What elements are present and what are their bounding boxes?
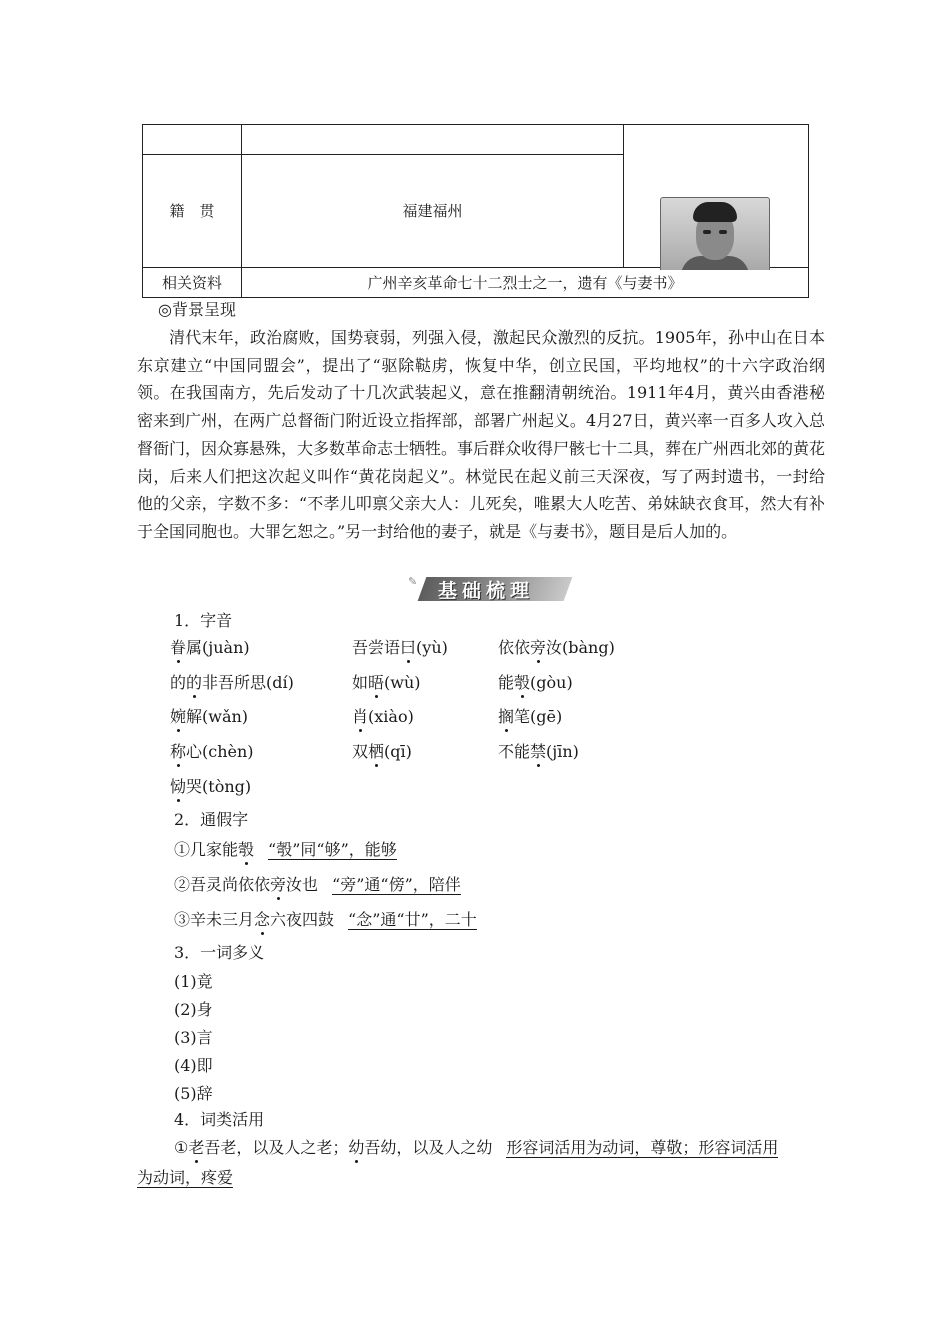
pronunciation-item: 恸哭(tòng): [170, 777, 252, 796]
section2-title: 2．通假字: [174, 810, 249, 829]
section3-title: 3．一词多义: [174, 943, 265, 962]
dotted-char: 晤: [368, 673, 385, 692]
pronunciation-item: 搁笔(gē): [498, 707, 563, 726]
pencil-icon: ✎: [408, 575, 418, 588]
dotted-char: 栖: [368, 742, 385, 761]
answer-text: “彀”同“够”，能够: [268, 840, 397, 859]
portrait-photo: [660, 197, 770, 270]
polysemy-item: (5)辞: [174, 1084, 213, 1103]
profile-row1-label: [143, 125, 242, 155]
item-number: ①: [174, 1138, 189, 1157]
dotted-char: 曰: [400, 638, 417, 657]
polysemy-item: (1)竟: [174, 972, 213, 991]
banner-title: 基础梳理: [438, 580, 535, 602]
pronunciation-item: 不能禁(jīn): [498, 742, 579, 761]
answer-text: “旁”通“傍”，陪伴: [332, 875, 461, 894]
dotted-char: 彀: [514, 673, 531, 692]
section1-title: 1．字音: [174, 611, 233, 630]
dotted-char: 的: [186, 673, 203, 692]
background-heading: ◎背景呈现: [158, 300, 236, 319]
native-place-value: 福建福州: [242, 155, 624, 268]
pronunciation-item: 吾尝语曰(yù): [352, 638, 448, 657]
pronunciation-item: 婉解(wǎn): [170, 707, 249, 726]
dotted-char: 肖: [352, 707, 369, 726]
dotted-char: 幼: [348, 1138, 365, 1157]
word-class-item-1: [174, 1138, 778, 1158]
pronunciation-item: 双栖(qī): [352, 742, 412, 761]
word-class-item-1-cont: [137, 1168, 233, 1188]
dotted-char: 称: [170, 742, 187, 761]
polysemy-item: (3)言: [174, 1028, 213, 1047]
background-paragraph: 清代末年，政治腐败，国势衰弱，列强入侵，激起民众激烈的反抗。1905年，孙中山在日本东京建立“中国同盟会”，提出了“驱除鞑虏，恢复中华，创立民国，平均地权”的十六字政治纲领。在我国南方，先后发动了十几次武装起义，意在推翻清朝统治。1911年4月，黄兴由香港秘密来到广州，在两广总督衙门附近设立指挥部，部署广州起义。4月27日，黄兴率一百多人攻入总督衙门，因众寡悬殊，大多数革命志士牺牲。事后群众收得尸骸七十二具，葬在广州西北郊的黄花岗，后来人们把这次起义叫作“黄花岗起义”。林觉民在起义前三天深夜，写了两封遗书，一封给他的父亲，字数不多：“不孝儿叩禀父亲大人：儿死矣，唯累大人吃苦、弟妹缺衣食耳，然大有补于全国同胞也。大罪乞恕之。”另一封给他的妻子，就是《与妻书》，题目是后人加的。: [137, 328, 826, 541]
dotted-char: 恸: [170, 777, 187, 796]
section4-title: 4．词类活用: [174, 1110, 265, 1129]
pronunciation-item: 能彀(gòu): [498, 673, 573, 692]
answer-text: “念”通“廿”，二十: [348, 910, 477, 929]
tongjia-item: ③辛未三月念六夜四鼓 “念”通“廿”，二十: [174, 910, 477, 929]
pronunciation-item: 肖(xiào): [352, 707, 414, 726]
pronunciation-item: 眷属(juàn): [170, 638, 250, 657]
answer-text: 为动词，疼爱: [137, 1168, 234, 1187]
dotted-char: 彀: [238, 840, 255, 859]
polysemy-item: (4)即: [174, 1056, 213, 1075]
answer-text: 形容词活用为动词，尊敬；形容词活用: [506, 1138, 779, 1157]
dotted-char: 搁: [498, 707, 515, 726]
dotted-char: 禁: [530, 742, 547, 761]
pronunciation-item: 如晤(wù): [352, 673, 421, 692]
polysemy-item: (2)身: [174, 1000, 213, 1019]
pronunciation-item: 的的非吾所思(dí): [170, 673, 294, 692]
dotted-char: 老: [188, 1138, 205, 1157]
dotted-char: 念: [254, 910, 271, 929]
tongjia-item: ①几家能彀 “彀”同“够”，能够: [174, 840, 397, 859]
native-place-label: 籍 贯: [143, 155, 242, 268]
item-text: 吾幼，以及人之幼: [364, 1138, 493, 1157]
dotted-char: 眷: [170, 638, 187, 657]
dotted-char: 旁: [530, 638, 547, 657]
tongjia-item: ②吾灵尚依依旁汝也 “旁”通“傍”，陪伴: [174, 875, 461, 894]
pronunciation-item: 依依旁汝(bàng): [498, 638, 615, 657]
profile-table: [142, 124, 809, 298]
profile-row1-value: [242, 125, 624, 155]
section-banner: [408, 575, 578, 605]
pronunciation-item: 称心(chèn): [170, 742, 254, 761]
related-info-value: 广州辛亥革命七十二烈士之一，遗有《与妻书》: [242, 267, 809, 297]
dotted-char: 旁: [270, 875, 287, 894]
portrait-cell: [624, 125, 809, 268]
dotted-char: 婉: [170, 707, 187, 726]
related-info-label: 相关资料: [143, 267, 242, 297]
item-text: 吾老，以及人之老；: [204, 1138, 349, 1157]
